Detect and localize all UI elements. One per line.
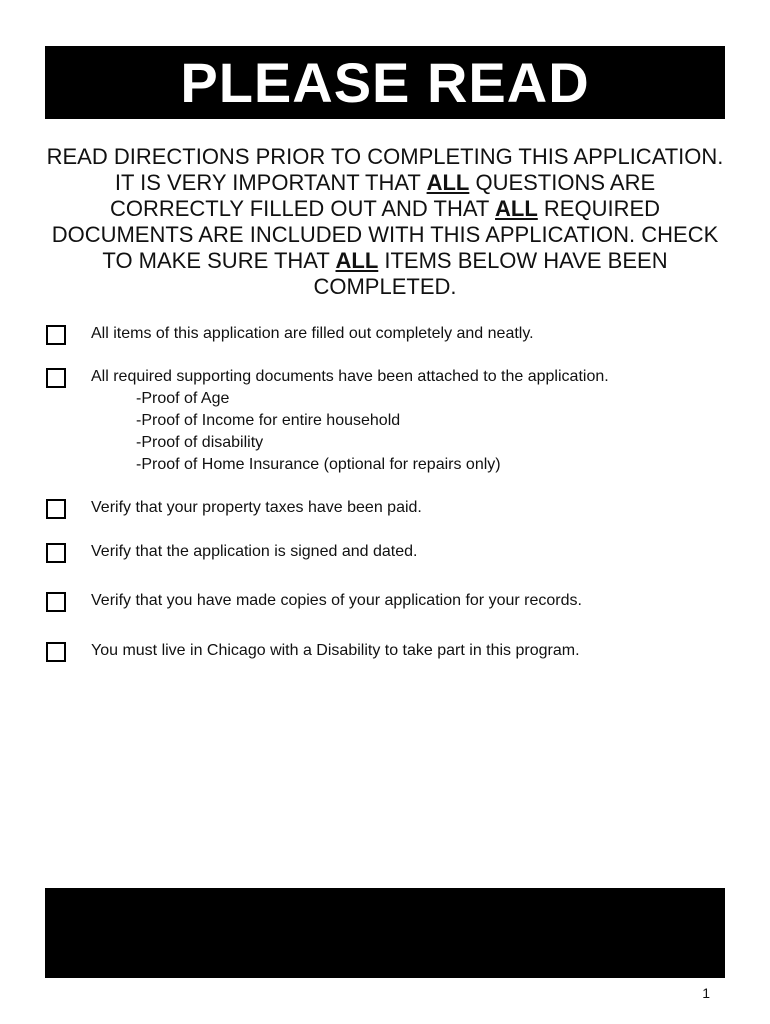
checklist-item-label: Verify that your property taxes have been paid. (91, 499, 422, 516)
sub-item-proof-of-disability: -Proof of disability (136, 434, 264, 451)
checklist-item-complete (45, 323, 725, 345)
checklist-item-documents (45, 366, 725, 473)
emphasis-all-2: ALL (495, 196, 538, 221)
checklist-item-label: You must live in Chicago with a Disability to take part in this program. (91, 642, 580, 659)
emphasis-all-1: ALL (426, 170, 470, 195)
checklist-item-label-text: All required supporting documents have been attached to the application. (91, 368, 609, 385)
please-read-banner (45, 46, 725, 119)
page-title: PLEASE READ (180, 50, 590, 114)
checklist-item-label (91, 366, 609, 476)
checklist-item-copies (45, 590, 725, 612)
checklist-item-taxes (45, 497, 725, 519)
checkbox[interactable] (46, 543, 66, 563)
checkbox[interactable] (46, 368, 66, 388)
sub-item-proof-of-age: -Proof of Age (136, 390, 230, 407)
directions-text-1: READ DIRECTIONS PRIOR TO COMPLETING THIS APPLICATION. IT IS VERY IMPORTANT THAT (46, 144, 724, 195)
checkbox[interactable] (46, 592, 66, 612)
sub-item-proof-of-income: -Proof of Income for entire household (136, 412, 401, 429)
checklist-item-label: All items of this application are filled out completely and neatly. (91, 325, 534, 342)
sub-item-proof-of-insurance: -Proof of Home Insurance (optional for repairs only) (136, 456, 501, 473)
checkbox[interactable] (46, 642, 66, 662)
checklist-item-residency (45, 640, 725, 662)
checkbox[interactable] (46, 499, 66, 519)
directions-text-2: QUESTIONS ARE CORRECTLY FILLED OUT AND THAT (109, 170, 656, 221)
directions-text-4: ITEMS BELOW HAVE BEEN COMPLETED. (313, 248, 668, 299)
checklist-item-label: Verify that you have made copies of your application for your records. (91, 592, 582, 609)
emphasis-all-3: ALL (335, 248, 379, 273)
footer-black-bar (45, 888, 725, 978)
directions-paragraph (45, 144, 725, 300)
checkbox[interactable] (46, 325, 66, 345)
checklist-item-signed (45, 541, 725, 563)
checklist-item-label: Verify that the application is signed and dated. (91, 543, 418, 560)
page-number: 1 (702, 985, 710, 1001)
directions-text-3: REQUIRED DOCUMENTS ARE INCLUDED WITH THIS APPLICATION. CHECK TO MAKE SURE THAT (51, 196, 719, 273)
